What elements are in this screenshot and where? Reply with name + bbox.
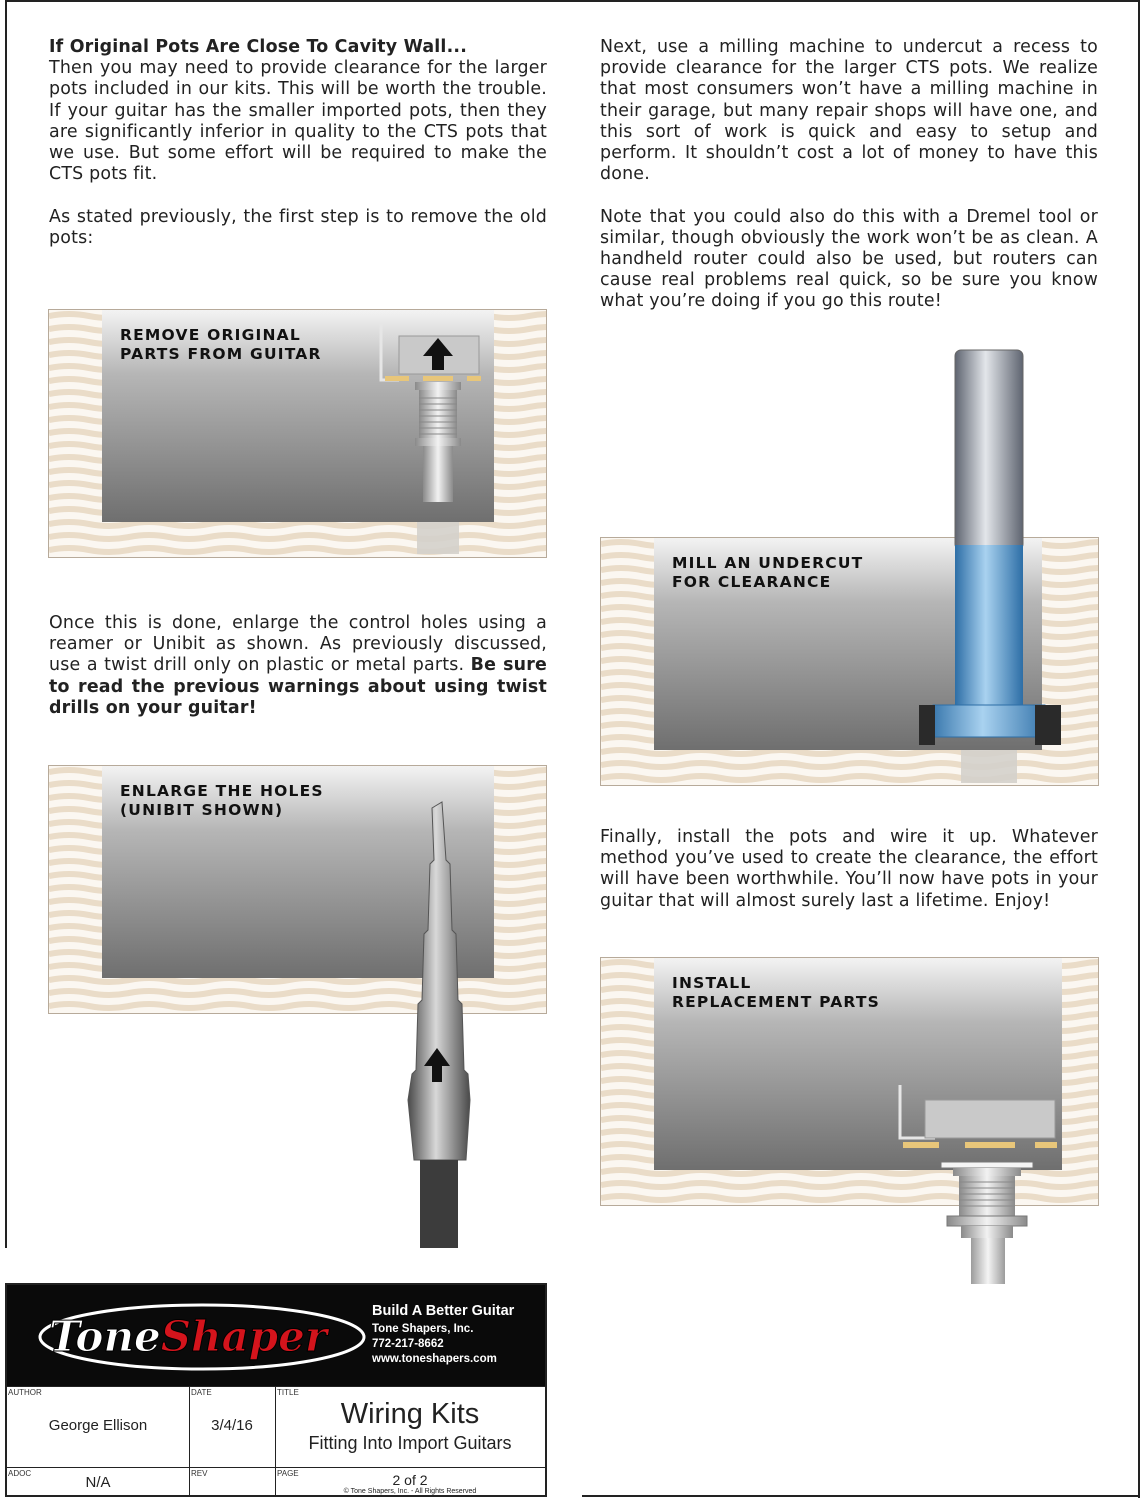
date-value: 3/4/16 (211, 1417, 253, 1434)
mill-label: MILL AN UNDERCUT FOR CLEARANCE (672, 554, 864, 591)
enlarge-label: ENLARGE THE HOLES (UNIBIT SHOWN) (120, 782, 324, 819)
left-paragraph-3: Once this is done, enlarge the control holes using a reamer or Unibit as shown. As previously discussed, use a twist drill only on plastic or metal parts. (49, 613, 547, 676)
svg-text:ToneShaper: ToneShaper (49, 1312, 328, 1361)
company-name: Tone Shapers, Inc. (372, 1323, 474, 1335)
page-number: 2 of 2 (392, 1472, 428, 1488)
title-label: TITLE (277, 1388, 299, 1397)
page-label: PAGE (277, 1469, 299, 1478)
pot-removal-icon (369, 318, 499, 558)
right-intro-text (600, 37, 1098, 334)
rev-label: REV (191, 1469, 208, 1478)
section-heading: If Original Pots Are Close To Cavity Wall... (49, 37, 468, 57)
divider (7, 1467, 545, 1468)
page-frame-bottom (582, 1495, 1140, 1497)
remove-label: REMOVE ORIGINAL PARTS FROM GUITAR (120, 326, 322, 363)
left-paragraph-2: As stated previously, the first step is to remove the old pots: (49, 206, 547, 248)
warning-text: Be sure to read the previous warnings about using twist drills on your guitar! (49, 655, 548, 718)
unibit-step-drill (390, 800, 490, 1250)
company-phone: 772-217-8662 (372, 1338, 444, 1350)
install-label: INSTALL REPLACEMENT PARTS (672, 974, 880, 1011)
tagline: Build A Better Guitar (372, 1303, 515, 1319)
page-frame-top (5, 0, 1140, 2)
right-paragraph-3: Finally, install the pots and wire it up. Whatever method you’ve used to create the clearance, the effort will have been worthwhile. You’ll now have pots in your guitar that will almost surely last a lifetime. Enjoy! (600, 827, 1098, 911)
title-block (5, 1283, 547, 1497)
right-install-text (600, 827, 1098, 933)
left-intro-text (49, 37, 547, 270)
author-value: George Ellison (48, 1417, 148, 1434)
right-paragraph-1: Next, use a milling machine to undercut a recess to provide clearance for the larger CTS pots. We realize that most consumers won’t have a milling machine in their garage, but many repair shops will have one, and this sort of work is quick and easy to setup and perform. It shouldn’t cost a lot of money to have this done. (600, 37, 1098, 185)
installed-cts-pot (895, 1080, 1065, 1290)
date-label: DATE (191, 1388, 212, 1397)
document-title: Wiring Kits (340, 1398, 480, 1430)
remove-parts-illustration (48, 309, 547, 558)
milling-cutter (915, 345, 1065, 785)
toneshaper-logo (37, 1295, 367, 1375)
document-subtitle: Fitting Into Import Guitars (308, 1433, 512, 1453)
divider (7, 1386, 545, 1387)
left-enlarge-text (49, 613, 547, 740)
page-frame-right (1138, 0, 1140, 1498)
adoc-label: ADOC (8, 1469, 32, 1478)
left-paragraph-1: Then you may need to provide clearance for the larger pots included in our kits. This will be worth the trouble. If your guitar has the smaller imported pots, then they are significantly inferior in quality to the CTS pots that we use. But some effort will be required to make the CTS pots fit. (49, 58, 547, 185)
divider (189, 1386, 190, 1495)
page-frame-left (5, 0, 7, 1248)
right-paragraph-2: Note that you could also do this with a Dremel tool or similar, though obviously the work won’t be as clean. A handheld router could also be used, but routers can cause real problems real quick, so be sure you know what you’re doing if you go this route! (600, 206, 1098, 312)
author-label: AUTHOR (8, 1388, 42, 1397)
adoc-value: N/A (85, 1474, 111, 1491)
title-block-header (7, 1285, 545, 1386)
company-website: www.toneshapers.com (372, 1353, 497, 1365)
copyright: © Tone Shapers, Inc. - All Rights Reserved (343, 1488, 477, 1495)
